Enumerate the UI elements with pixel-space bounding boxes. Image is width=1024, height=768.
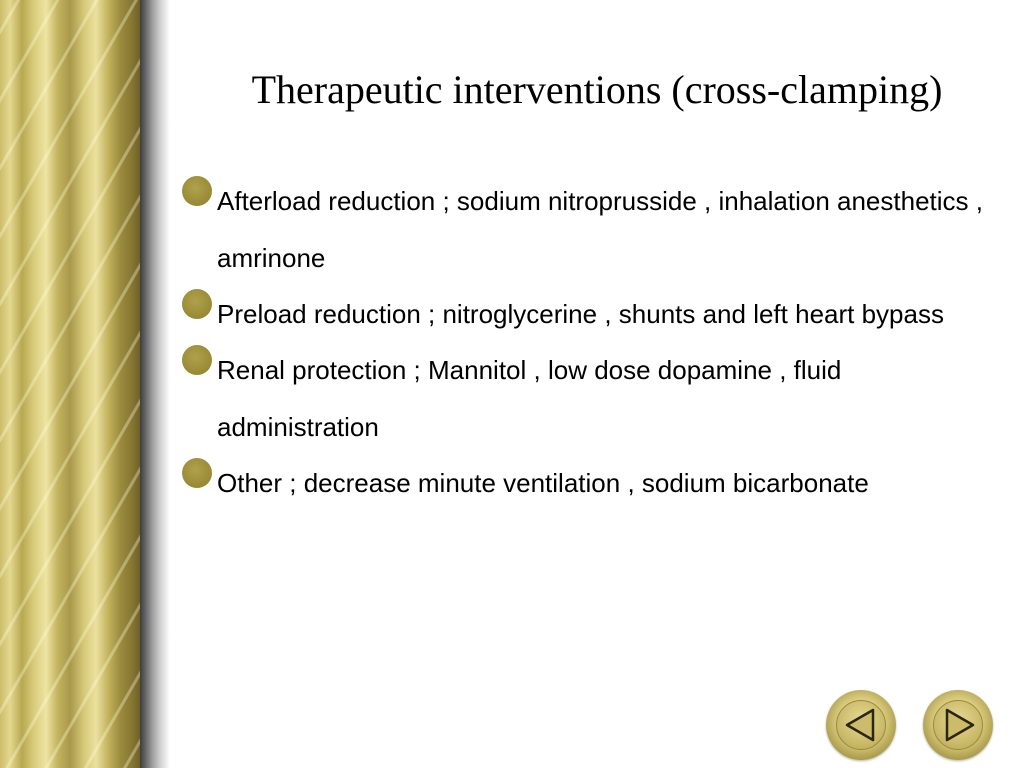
bullet-dot-icon <box>182 458 212 488</box>
bullet-text: Renal protection ; Mannitol , low dose dopamine , fluid administration <box>217 355 842 442</box>
triangle-right-icon <box>923 690 993 760</box>
bullet-text: Other ; decrease minute ventilation , sodium bicarbonate <box>217 468 869 498</box>
bullet-dot-icon <box>182 345 212 375</box>
bullet-item <box>180 286 1010 343</box>
bullet-dot-icon <box>182 289 212 319</box>
bullet-dot-icon <box>182 176 212 206</box>
bullet-item <box>180 455 1010 512</box>
decorative-pillar <box>0 0 140 768</box>
bullet-item <box>180 173 1010 287</box>
bullet-text: Preload reduction ; nitroglycerine , shunts and left heart bypass <box>217 299 944 329</box>
bullet-text: Afterload reduction ; sodium nitroprusside , inhalation anesthetics , amrinone <box>217 186 983 273</box>
bullet-list <box>180 180 1010 518</box>
bullet-item <box>180 342 1010 456</box>
next-slide-button[interactable] <box>923 690 993 760</box>
slide-title: Therapeutic interventions (cross-clamping) <box>251 67 943 112</box>
previous-slide-button[interactable] <box>826 690 896 760</box>
pillar-shadow <box>140 0 170 768</box>
triangle-left-icon <box>826 690 896 760</box>
